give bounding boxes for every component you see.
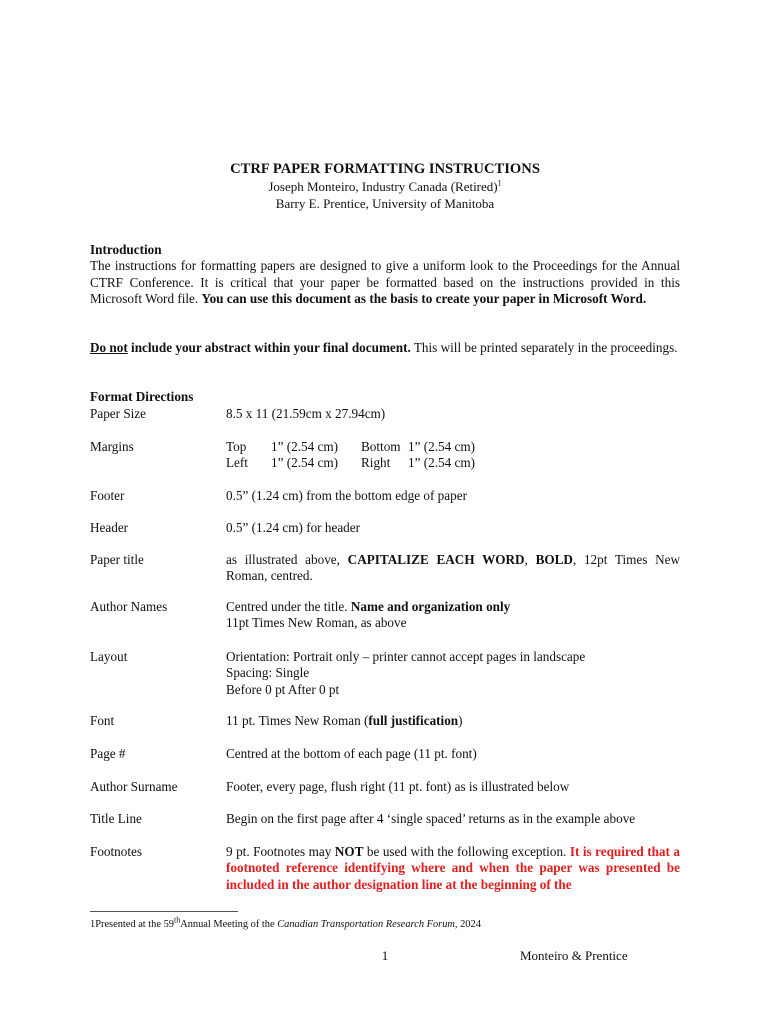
font-bold: full justification [368,713,459,728]
do-not-text: Do not [90,340,128,355]
footnote-text-2: Annual Meeting of the [180,919,278,930]
margin-bottom-value: 1” (2.54 cm) [408,439,476,454]
layout-line-1: Orientation: Portrait only – printer cannot accept pages in landscape [226,649,586,664]
paper-title-text-2: , [524,552,536,567]
author-line-1 [90,178,680,195]
author-names-line-2: 11pt Times New Roman, as above [226,615,407,631]
label-margins: Margins [90,439,134,454]
value-paper-size: 8.5 x 11 (21.59cm x 27.94cm) [226,406,386,421]
footnotes-required-note: It is required that a footnoted reference identifying where and when the paper was presented be included in the author designation line at the beginning of the [226,844,680,892]
margin-top-value: 1” (2.54 cm) [271,439,339,454]
abstract-rest: This will be printed separately in the proceedings. [410,340,678,355]
value-page-number: Centred at the bottom of each page (11 pt. font) [226,746,477,761]
footnote-number: 1 [90,919,96,930]
value-footnotes [226,844,680,893]
value-font [226,713,680,729]
author-names-bold: Name and organization only [350,599,511,614]
title-block [90,161,680,212]
footnote-ordinal: th [173,915,181,925]
value-footer: 0.5” (1.24 cm) from the bottom edge of paper [226,488,467,503]
label-footnotes: Footnotes [90,844,143,859]
author-names-text: Centred under the title. [226,599,351,614]
footnote-separator [90,911,238,912]
paper-title-text-3: , 12pt Times New Roman, centred. [226,552,681,584]
value-header: 0.5” (1.24 cm) for header [226,520,361,535]
margin-left-label: Left [226,455,248,471]
label-page-number: Page # [90,746,126,761]
value-paper-title [226,552,680,585]
margin-top-label: Top [226,439,247,454]
footnote-text-1: Presented at the 59 [95,919,174,930]
label-author-surname: Author Surname [90,779,178,794]
value-author-names [226,599,680,632]
author-line-2: Barry E. Prentice, University of Manitoba [275,196,495,211]
footnotes-not: NOT [334,844,364,859]
author-1: Joseph Monteiro, Industry Canada (Retired) [268,179,498,194]
value-title-line: Begin on the first page after 4 ‘single spaced’ returns as in the example above [226,811,636,826]
footnote-marker[interactable]: 1 [497,178,502,188]
layout-line-2: Spacing: Single [226,665,310,681]
intro-body: The instructions for formatting papers are designed to give a uniform look to the Proceedings for the Annual CTRF Conference. It is critical that your paper be formatted based on the instructions provided in this Microsoft Word file. [90,258,680,307]
footnotes-text-2: be used with the following exception. [363,844,570,859]
label-title-line: Title Line [90,811,142,826]
font-text-1: 11 pt. Times New Roman ( [226,713,369,728]
introduction-heading: Introduction [90,242,162,257]
value-layout [226,649,680,698]
margin-right-value: 1” (2.54 cm) [408,455,476,471]
label-footer: Footer [90,488,125,503]
font-text-2: ) [458,713,463,728]
value-author-surname: Footer, every page, flush right (11 pt. font) as is illustrated below [226,779,570,794]
paper-title: CTRF PAPER FORMATTING INSTRUCTIONS [230,161,540,177]
running-footer: Monteiro & Prentice [520,948,628,963]
footnote-text-3: , 2024 [454,919,481,930]
abstract-bold: include your abstract within your final document. [127,340,411,355]
paper-title-bold: BOLD [535,552,573,567]
paper-title-text-1: as illustrated above, [226,552,348,567]
introduction-text [90,258,680,307]
label-author-names: Author Names [90,599,168,614]
abstract-note [90,340,680,356]
introduction-section [90,242,680,308]
footnotes-text-1: 9 pt. Footnotes may [226,844,335,859]
margin-right-label: Right [361,455,391,471]
layout-line-3: Before 0 pt After 0 pt [226,681,340,697]
margin-bottom-label: Bottom [361,439,401,454]
page-number: 1 [381,948,389,963]
margin-left-value: 1” (2.54 cm) [271,455,339,471]
footnote [90,915,680,931]
label-header: Header [90,520,129,535]
footnote-forum-name: Canadian Transportation Research Forum [277,919,455,930]
label-paper-title: Paper title [90,552,144,567]
format-heading [90,389,680,405]
format-directions-title: Format Directions [90,389,194,404]
label-paper-size: Paper Size [90,406,147,421]
label-layout: Layout [90,649,128,664]
paper-title-capitalize: CAPITALIZE EACH WORD [347,552,525,567]
value-margins [226,439,680,472]
label-font: Font [90,713,115,728]
intro-bold: You can use this document as the basis to create your paper in Microsoft Word. [201,291,647,307]
